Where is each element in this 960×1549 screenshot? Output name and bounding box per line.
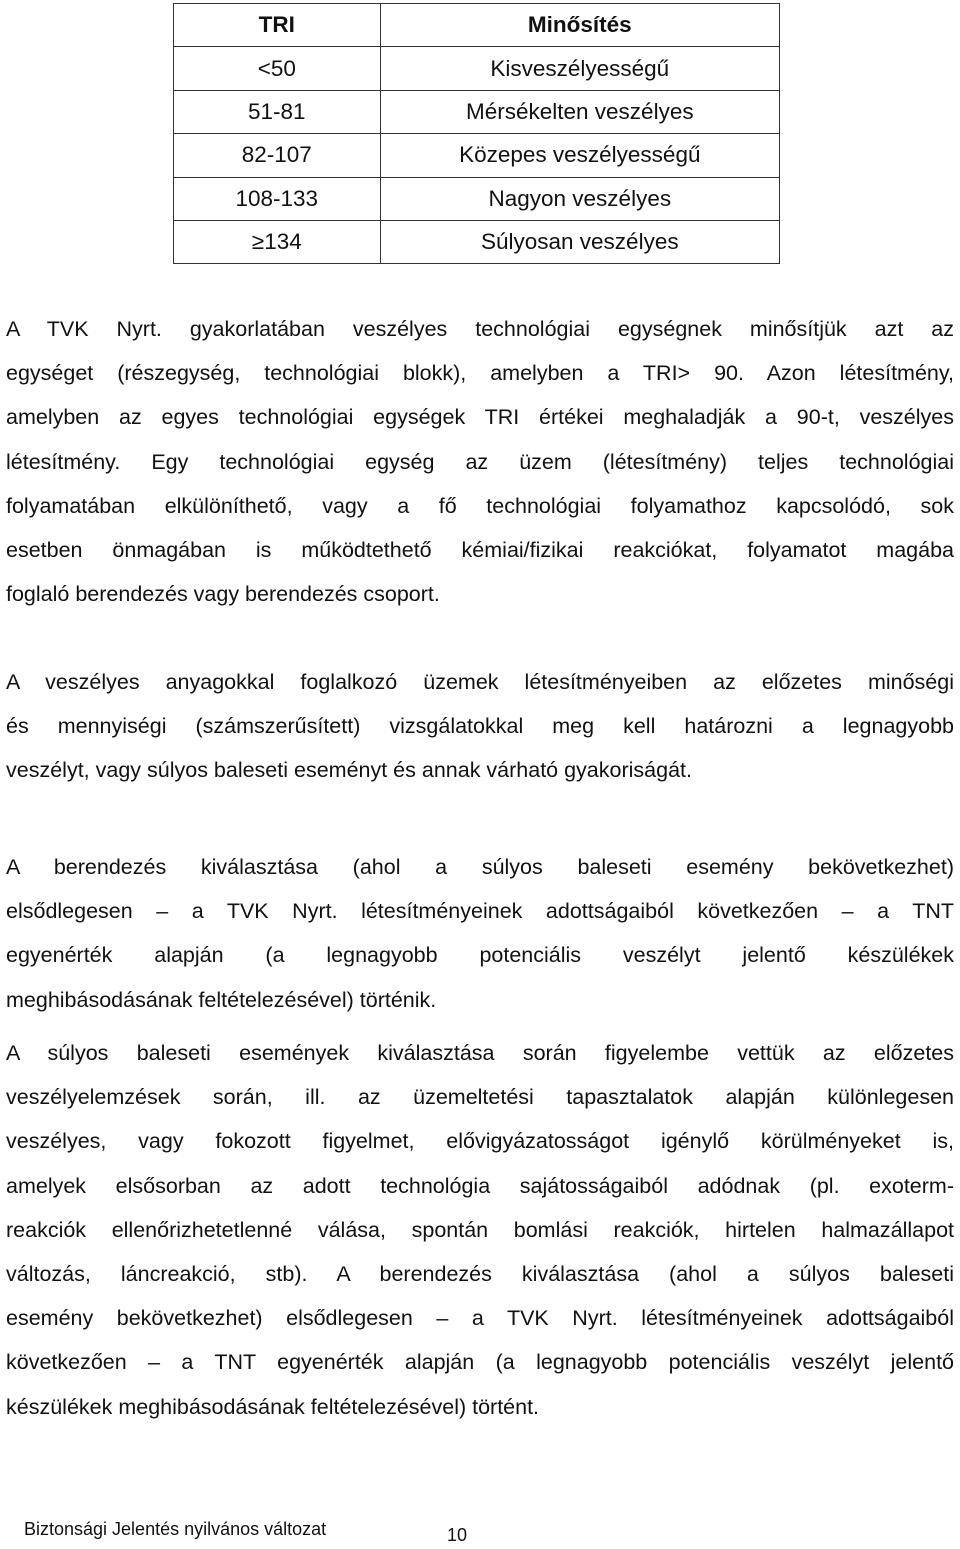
table-row — [174, 134, 780, 177]
text-line: A súlyos baleseti események kiválasztása során figyelembe vettük az előzetes — [6, 1041, 954, 1065]
text-line: A berendezés kiválasztása (ahol a súlyos baleseti esemény bekövetkezhet) — [6, 855, 954, 879]
text-line: változás, láncreakció, stb). A berendezés kiválasztása (ahol a súlyos baleseti — [6, 1261, 954, 1286]
tri-rating: Kisveszélyességű — [380, 47, 779, 90]
tri-range: ≥134 — [174, 220, 381, 263]
paragraph-tri-definition — [6, 307, 954, 616]
header-tri: TRI — [174, 4, 381, 47]
page-number: 10 — [447, 1525, 468, 1545]
tri-rating: Súlyosan veszélyes — [380, 220, 779, 263]
text-line: elsődlegesen – a TVK Nyrt. létesítményeinek adottságaiból következően – a TNT — [6, 899, 954, 924]
table-row — [174, 177, 780, 220]
text-line: esemény bekövetkezhet) elsődlegesen – a TVK Nyrt. létesítményeinek adottságaiból — [6, 1306, 954, 1331]
text-line: foglaló berendezés vagy berendezés csoport. — [6, 582, 440, 607]
table-row — [174, 220, 780, 263]
text-line: esetben önmagában is működtethető kémiai/fizikai reakciókat, folyamatot magába — [6, 537, 954, 562]
header-minosites: Minősítés — [380, 4, 779, 47]
text-line: meghibásodásának feltételezésével) történik. — [6, 987, 437, 1012]
tri-classification-table — [173, 3, 780, 264]
text-line: létesítmény. Egy technológiai egység az üzem (létesítmény) teljes technológiai — [6, 449, 954, 474]
text-line: folyamatában elkülöníthető, vagy a fő technológiai folyamathoz kapcsolódó, sok — [6, 493, 954, 518]
tri-rating: Mérsékelten veszélyes — [380, 90, 779, 133]
text-line: A veszélyes anyagokkal foglalkozó üzemek létesítményeiben az előzetes minőségi — [6, 670, 954, 694]
tri-range: 108-133 — [174, 177, 381, 220]
tri-rating: Közepes veszélyességű — [380, 134, 779, 177]
text-line: A TVK Nyrt. gyakorlatában veszélyes technológiai egységnek minősítjük azt az — [6, 317, 954, 341]
text-line: egységet (részegység, technológiai blokk), amelyben a TRI> 90. Azon létesítmény, — [6, 361, 954, 386]
table-header-row — [174, 4, 780, 47]
tri-range: <50 — [174, 47, 381, 90]
text-line: reakciók ellenőrizhetetlenné válása, spontán bomlási reakciók, hirtelen halmazállapot — [6, 1217, 954, 1242]
footer-title: Biztonsági Jelentés nyilvános változat — [24, 1519, 327, 1539]
paragraph-accident-selection — [6, 1031, 954, 1429]
text-line: amelyben az egyes technológiai egységek TRI értékei meghaladják a 90-t, veszélyes — [6, 405, 954, 430]
text-line: és mennyiségi (számszerűsített) vizsgálatokkal meg kell határozni a legnagyobb — [6, 714, 954, 739]
paragraph-hazard-assessment — [6, 660, 954, 793]
text-line: veszélyelemzések során, ill. az üzemeltetési tapasztalatok alapján különlegesen — [6, 1085, 954, 1110]
tri-range: 51-81 — [174, 90, 381, 133]
tri-range: 82-107 — [174, 134, 381, 177]
paragraph-equipment-selection — [6, 845, 954, 1022]
table-row — [174, 90, 780, 133]
text-line: veszélyt, vagy súlyos baleseti eseményt és annak várható gyakoriságát. — [6, 758, 692, 783]
text-line: veszélyes, vagy fokozott figyelmet, elővigyázatosságot igénylő körülményeket is, — [6, 1129, 954, 1154]
table-row — [174, 47, 780, 90]
text-line: készülékek meghibásodásának feltételezésével) történt. — [6, 1394, 540, 1419]
text-line: amelyek elsősorban az adott technológia sajátosságaiból adódnak (pl. exoterm- — [6, 1173, 954, 1198]
text-line: egyenérték alapján (a legnagyobb potenciális veszélyt jelentő készülékek — [6, 943, 954, 968]
tri-rating: Nagyon veszélyes — [380, 177, 779, 220]
text-line: következően – a TNT egyenérték alapján (a legnagyobb potenciális veszélyt jelentő — [6, 1350, 954, 1375]
